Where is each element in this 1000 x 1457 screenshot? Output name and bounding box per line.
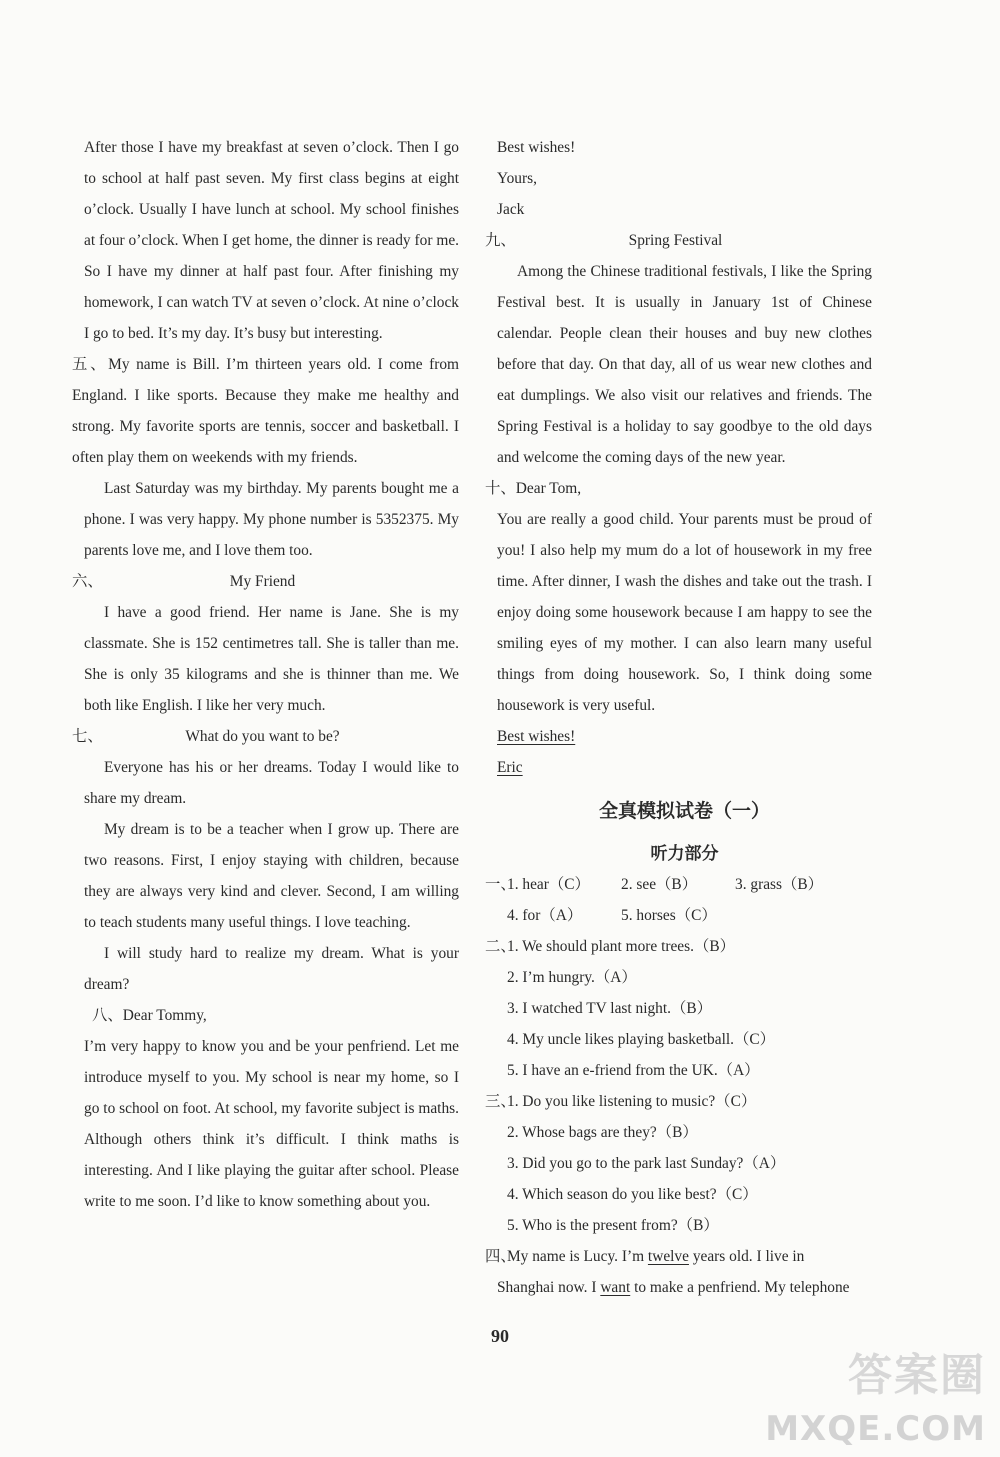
letter-greeting: 八、Dear Tommy, <box>92 1007 207 1024</box>
left-column <box>72 132 459 1217</box>
watermark-text: 答案圈 <box>848 1350 986 1401</box>
answer-item: 3. Did you go to the park last Sunday?（A） <box>507 1155 786 1172</box>
watermark-url: MXQE.COM <box>765 1409 986 1449</box>
answer-item: 2. I’m hungry.（A） <box>507 969 637 986</box>
essay-title: Spring Festival <box>628 232 723 249</box>
answer-item: 2. see（B） <box>621 876 698 893</box>
paragraph: My dream is to be a teacher when I grow up. There are two reasons. First, I enjoy staying with children, because they are always very kind and clever. Second, I am willing to teach students many useful things. I love teaching. <box>84 821 459 931</box>
answer-row <box>485 1241 872 1272</box>
answer-item: 5. Who is the present from?（B） <box>507 1217 719 1234</box>
answer-item: 2. Whose bags are they?（B） <box>507 1124 698 1141</box>
answer-row <box>497 900 872 931</box>
question-group-1 <box>485 869 872 931</box>
answer-text: Shanghai now. I want to make a penfriend. My telephone <box>497 1279 850 1296</box>
answer-item: 3. I watched TV last night.（B） <box>507 1000 713 1017</box>
answer-item: 4. Which season do you like best?（C） <box>507 1186 758 1203</box>
section-label: 一、 <box>485 876 516 893</box>
watermark-logo <box>765 1339 992 1449</box>
letter-closing: Yours, <box>497 170 537 187</box>
section-label: 三、 <box>485 1093 516 1110</box>
paragraph: You are really a good child. Your parents must be proud of you! I also help my mum do a lot of housework in my free time. After dinner, I wash the dishes and take out the trash. I enjoy doing some housework because I am happy to see the smiling eyes of my mother. I can also learn many useful things from doing housework. So, I think doing some housework is very useful. <box>497 511 872 714</box>
section-7 <box>72 721 459 1000</box>
section-heading <box>72 566 459 597</box>
paragraph: Everyone has his or her dreams. Today I would like to share my dream. <box>84 759 459 807</box>
paragraph: I’m very happy to know you and be your penfriend. Let me introduce myself to you. My school is near my home, so I go to school on foot. At school, my favorite subject is maths. Although others think it’s difficult. I think maths is interesting. And I like playing the guitar after school. Please write to me soon. I’d like to know something about you. <box>84 1038 459 1210</box>
section-label: 九、 <box>485 232 516 249</box>
section-6 <box>72 566 459 721</box>
section-label: 七、 <box>72 728 103 745</box>
answer-item: 1. hear（C） <box>507 876 590 893</box>
section-label: 十、 <box>485 480 516 497</box>
question-group-2 <box>485 931 872 1086</box>
section-heading <box>72 721 459 752</box>
paragraph: Among the Chinese traditional festivals, I like the Spring Festival best. It is usually in January 1st of Chinese calendar. People clean their houses and buy new clothes before that day. On that day, all of us wear new clothes and eat dumplings. We also visit our relatives and friends. The Spring Festival is a holiday to say goodbye to the old days and welcome the coming days of the new year. <box>497 263 872 466</box>
essay-title: What do you want to be? <box>185 728 340 745</box>
question-group-3 <box>485 1086 872 1241</box>
answer-item: 4. for（A） <box>507 907 583 924</box>
section-8 <box>84 1000 459 1217</box>
paragraph: I will study hard to realize my dream. What is your dream? <box>84 945 459 993</box>
section-heading <box>485 225 872 256</box>
filled-blank: twelve <box>647 1248 689 1265</box>
letter-signature: Jack <box>497 201 525 218</box>
answer-item: 1. We should plant more trees.（B） <box>507 938 736 955</box>
section-10 <box>485 473 872 783</box>
essay-title: My Friend <box>229 573 296 590</box>
section-label: 二、 <box>485 938 516 955</box>
section-9 <box>485 225 872 473</box>
answer-item: 3. grass（B） <box>735 876 824 893</box>
page-number: 90 <box>491 1326 509 1346</box>
answer-item: 5. horses（C） <box>621 907 717 924</box>
listening-title: 听力部分 <box>650 844 719 864</box>
section-label: 五、 <box>72 356 109 373</box>
question-group-4 <box>485 1241 872 1303</box>
paragraph: After those I have my breakfast at seven o’clock. Then I go to school at half past seven. My first class begins at eight o’clock. Usually I have lunch at school. My school finishes at four o’clock. When I get home, the dinner is ready for me. So I have my dinner at half past four. After finishing my homework, I can watch TV at seven o’clock. At nine o’clock I go to bed. It’s my day. It’s busy but interesting. <box>84 139 459 342</box>
paragraph: 五、My name is Bill. I’m thirteen years old. I come from England. I like sports. Because they make me healthy and strong. My favorite sports are tennis, soccer and basketball. I often play them on weekends with my friends. <box>72 356 459 466</box>
answer-row <box>485 869 872 900</box>
exam-title: 全真模拟试卷（一） <box>598 800 770 822</box>
answer-row <box>485 1086 872 1117</box>
answer-item: 1. Do you like listening to music?（C） <box>507 1093 757 1110</box>
letter-signature: Eric <box>497 759 523 776</box>
letter-greeting: 十、Dear Tom, <box>485 480 582 497</box>
right-column <box>485 132 872 1303</box>
paragraph: Last Saturday was my birthday. My parents bought me a phone. I was very happy. My phone number is 5352375. My parents love me, and I love them too. <box>84 480 459 559</box>
answer-row <box>485 931 872 962</box>
section-label: 六、 <box>72 573 103 590</box>
section-label: 四、 <box>485 1248 516 1265</box>
section-5 <box>72 349 459 566</box>
section-label: 八、 <box>92 1007 123 1024</box>
letter-closing: Best wishes! <box>497 139 576 156</box>
answer-item: 5. I have an e-friend from the UK.（A） <box>507 1062 760 1079</box>
answer-text: My name is Lucy. I’m twelve years old. I live in <box>507 1248 805 1265</box>
paragraph: I have a good friend. Her name is Jane. She is my classmate. She is 152 centimetres tall. She is taller than me. She is only 35 kilograms and she is thinner than me. We both like English. I like her very much. <box>84 604 459 714</box>
letter-closing: Best wishes! <box>497 728 576 745</box>
filled-blank: want <box>600 1279 631 1296</box>
answer-item: 4. My uncle likes playing basketball.（C） <box>507 1031 776 1048</box>
